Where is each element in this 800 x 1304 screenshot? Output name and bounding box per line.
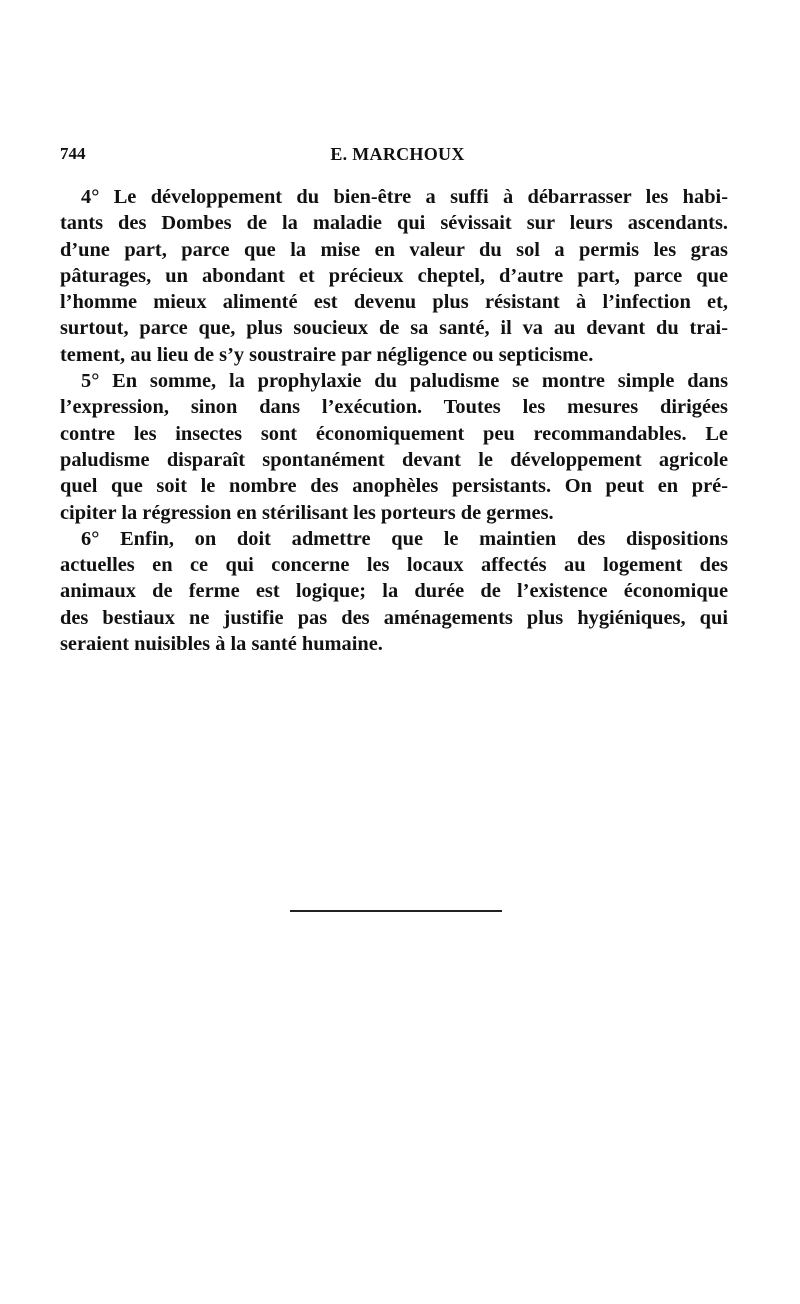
running-head-author: E. MARCHOUX [330, 144, 465, 164]
text-line: actuelles en ce qui concerne les locaux affectés au logement des [60, 554, 728, 577]
section-end-rule [290, 910, 502, 912]
paragraph-6 [60, 526, 728, 657]
text-line: paludisme disparaît spontanément devant le développement agricole [60, 448, 728, 471]
text-line: quel que soit le nombre des anophèles persistants. On peut en pré- [60, 475, 728, 498]
page-number: 744 [60, 144, 86, 163]
text-line: 5° En somme, la prophylaxie du paludisme se montre simple dans [81, 370, 728, 393]
text-line: surtout, parce que, plus soucieux de sa santé, il va au devant du trai- [60, 317, 728, 340]
running-head [60, 142, 735, 170]
paragraph-5 [60, 368, 728, 526]
text-line: l’homme mieux alimenté est devenu plus résistant à l’infection et, [60, 291, 728, 314]
body-text [60, 184, 728, 657]
paragraph-4 [60, 184, 728, 368]
text-line: tement, au lieu de s’y soustraire par négligence ou septicisme. [60, 343, 594, 366]
text-line: tants des Dombes de la maladie qui sévissait sur leurs ascendants. [60, 212, 728, 235]
text-line: contre les insectes sont économiquement peu recommandables. Le [60, 422, 728, 445]
text-line: des bestiaux ne justifie pas des aménagements plus hygiéniques, qui [60, 606, 728, 629]
text-line: animaux de ferme est logique; la durée de l’existence économique [60, 580, 728, 603]
text-line: cipiter la régression en stérilisant les porteurs de germes. [60, 501, 554, 524]
text-line: d’une part, parce que la mise en valeur du sol a permis les gras [60, 238, 728, 261]
text-line: seraient nuisibles à la santé humaine. [60, 633, 383, 656]
text-line: l’expression, sinon dans l’exécution. Toutes les mesures dirigées [60, 396, 728, 419]
text-line: 6° Enfin, on doit admettre que le maintien des dispositions [81, 527, 728, 550]
text-line: 4° Le développement du bien-être a suffi à débarrasser les habi- [81, 186, 728, 208]
text-line: pâturages, un abondant et précieux cheptel, d’autre part, parce que [60, 264, 728, 287]
